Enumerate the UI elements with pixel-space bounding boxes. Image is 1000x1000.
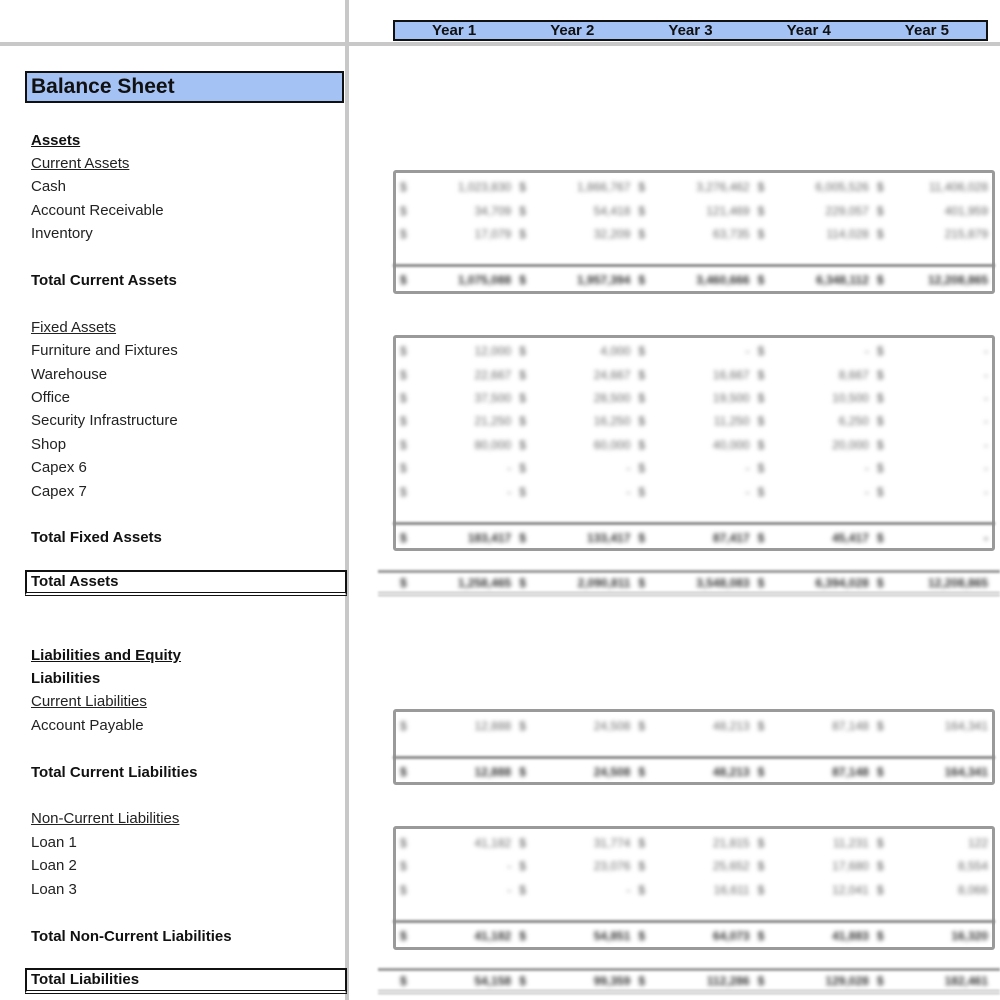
loan-1-label: Loan 1 bbox=[31, 834, 77, 851]
liabilities-equity-heading: Liabilities and Equity bbox=[31, 647, 182, 664]
currency-symbol: $ bbox=[519, 859, 526, 873]
currency-symbol: $ bbox=[400, 368, 407, 382]
currency-symbol: $ bbox=[757, 974, 765, 988]
cash-values-row bbox=[396, 179, 992, 195]
value-cell: 63,735 bbox=[712, 227, 750, 241]
value-cell: - bbox=[745, 461, 750, 475]
value-cell: 12,888 bbox=[474, 719, 512, 733]
currency-symbol: $ bbox=[400, 273, 407, 287]
value-cell: 19,500 bbox=[712, 391, 750, 405]
account-payable-values-row bbox=[396, 718, 992, 734]
total-non-current-liabilities-label: Total Non-Current Liabilities bbox=[31, 928, 232, 945]
inventory-values-row bbox=[396, 226, 992, 242]
value-cell: 3,460,666 bbox=[696, 273, 750, 287]
value-cell: 133,417 bbox=[587, 531, 631, 545]
currency-symbol: $ bbox=[400, 576, 407, 590]
loan-1-values-row bbox=[396, 835, 992, 851]
value-cell: 54,158 bbox=[474, 974, 512, 988]
value-cell: - bbox=[626, 461, 631, 475]
value-cell: 34,709 bbox=[474, 204, 512, 218]
total-current-liabilities-label: Total Current Liabilities bbox=[31, 764, 198, 781]
column-divider bbox=[345, 0, 349, 1000]
value-cell: 229,057 bbox=[825, 204, 869, 218]
inventory-label: Inventory bbox=[31, 225, 93, 242]
value-cell: 41,182 bbox=[474, 836, 512, 850]
value-cell: 21,815 bbox=[712, 836, 750, 850]
account-payable-label: Account Payable bbox=[31, 717, 144, 734]
value-cell: - bbox=[864, 485, 869, 499]
value-cell: 183,417 bbox=[467, 531, 512, 545]
security-infrastructure-label: Security Infrastructure bbox=[31, 412, 178, 429]
value-cell: 129,028 bbox=[825, 974, 869, 988]
value-cell: 8,667 bbox=[838, 368, 869, 382]
currency-symbol: $ bbox=[876, 344, 884, 358]
capex-6-label: Capex 6 bbox=[31, 459, 87, 476]
warehouse-values-row bbox=[396, 367, 992, 383]
value-cell: 24,508 bbox=[593, 719, 631, 733]
value-cell: - bbox=[626, 485, 631, 499]
currency-symbol: $ bbox=[876, 204, 884, 218]
value-cell: 21,250 bbox=[474, 414, 512, 428]
value-cell: 12,208,865 bbox=[927, 576, 989, 590]
value-cell: 16,611 bbox=[713, 883, 750, 897]
value-cell: 87,417 bbox=[712, 531, 750, 545]
total-liabilities-values-row bbox=[396, 973, 992, 989]
value-cell: 11,406,028 bbox=[928, 180, 989, 194]
value-cell: 11,250 bbox=[713, 414, 750, 428]
value-cell: 80,000 bbox=[474, 438, 512, 452]
liabilities-heading: Liabilities bbox=[31, 670, 101, 687]
currency-symbol: $ bbox=[876, 438, 884, 452]
value-cell: 6,250 bbox=[838, 414, 869, 428]
current-assets-total-rule bbox=[393, 264, 995, 267]
total-assets-values-row bbox=[396, 575, 992, 591]
currency-symbol: $ bbox=[400, 344, 407, 358]
currency-symbol: $ bbox=[757, 227, 765, 241]
value-cell: 164,341 bbox=[944, 719, 989, 733]
value-cell: - bbox=[745, 485, 750, 499]
value-cell: 11,231 bbox=[833, 836, 869, 850]
year-1-header: Year 1 bbox=[431, 22, 477, 39]
value-cell: 215,879 bbox=[944, 227, 989, 241]
value-cell: 1,258,465 bbox=[457, 576, 512, 590]
currency-symbol: $ bbox=[638, 438, 646, 452]
value-cell: - bbox=[984, 414, 989, 428]
value-cell: 1,866,767 bbox=[577, 180, 631, 194]
currency-symbol: $ bbox=[757, 576, 765, 590]
currency-symbol: $ bbox=[638, 204, 646, 218]
value-cell: 40,000 bbox=[712, 438, 750, 452]
currency-symbol: $ bbox=[638, 273, 646, 287]
currency-symbol: $ bbox=[757, 485, 765, 499]
year-5-header: Year 5 bbox=[904, 22, 950, 39]
value-cell: 16,250 bbox=[593, 414, 631, 428]
value-cell: - bbox=[984, 461, 989, 475]
capex-7-values-row bbox=[396, 484, 992, 500]
fixed-assets-total-rule bbox=[393, 522, 995, 525]
value-cell: 401,959 bbox=[944, 204, 989, 218]
currency-symbol: $ bbox=[876, 414, 884, 428]
currency-symbol: $ bbox=[519, 461, 526, 475]
currency-symbol: $ bbox=[519, 273, 526, 287]
currency-symbol: $ bbox=[638, 883, 646, 897]
currency-symbol: $ bbox=[400, 719, 407, 733]
header-row-divider bbox=[0, 42, 1000, 46]
value-cell: 114,028 bbox=[826, 227, 869, 241]
currency-symbol: $ bbox=[757, 765, 765, 779]
value-cell: 37,500 bbox=[474, 391, 512, 405]
currency-symbol: $ bbox=[519, 344, 526, 358]
currency-symbol: $ bbox=[638, 929, 646, 943]
value-cell: - bbox=[745, 344, 750, 358]
value-cell: 3,276,462 bbox=[696, 180, 750, 194]
value-cell: 22,667 bbox=[474, 368, 512, 382]
currency-symbol: $ bbox=[519, 576, 526, 590]
furniture-values-row bbox=[396, 343, 992, 359]
value-cell: 24,508 bbox=[593, 765, 631, 779]
currency-symbol: $ bbox=[519, 368, 526, 382]
currency-symbol: $ bbox=[876, 929, 884, 943]
total-non-current-liabilities-values-row bbox=[396, 928, 992, 944]
year-header-row bbox=[393, 20, 988, 41]
currency-symbol: $ bbox=[519, 974, 526, 988]
total-assets-label: Total Assets bbox=[25, 570, 347, 596]
office-values-row bbox=[396, 390, 992, 406]
currency-symbol: $ bbox=[400, 391, 407, 405]
currency-symbol: $ bbox=[400, 414, 407, 428]
value-cell: - bbox=[984, 485, 989, 499]
year-3-header: Year 3 bbox=[668, 22, 713, 39]
value-cell: 6,005,526 bbox=[815, 180, 869, 194]
value-cell: 16,667 bbox=[712, 368, 750, 382]
value-cell: 23,076 bbox=[593, 859, 631, 873]
office-label: Office bbox=[31, 389, 70, 406]
currency-symbol: $ bbox=[757, 438, 765, 452]
value-cell: 60,000 bbox=[593, 438, 631, 452]
furniture-label: Furniture and Fixtures bbox=[31, 342, 178, 359]
currency-symbol: $ bbox=[400, 438, 407, 452]
currency-symbol: $ bbox=[638, 391, 646, 405]
sheet-title: Balance Sheet bbox=[25, 71, 344, 103]
currency-symbol: $ bbox=[400, 485, 407, 499]
value-cell: 10,500 bbox=[832, 391, 869, 405]
loan-3-label: Loan 3 bbox=[31, 881, 77, 898]
current-assets-heading: Current Assets bbox=[31, 155, 130, 172]
currency-symbol: $ bbox=[757, 719, 765, 733]
currency-symbol: $ bbox=[757, 344, 765, 358]
value-cell: 20,000 bbox=[832, 438, 869, 452]
currency-symbol: $ bbox=[876, 180, 884, 194]
currency-symbol: $ bbox=[876, 765, 884, 779]
currency-symbol: $ bbox=[400, 227, 407, 241]
year-4-header: Year 4 bbox=[786, 22, 831, 39]
currency-symbol: $ bbox=[519, 180, 526, 194]
value-cell: - bbox=[984, 368, 989, 382]
value-cell: 16,320 bbox=[951, 929, 989, 943]
value-cell: - bbox=[507, 859, 512, 873]
value-cell: 12,888 bbox=[474, 765, 512, 779]
currency-symbol: $ bbox=[638, 719, 646, 733]
value-cell: 12,208,865 bbox=[927, 273, 989, 287]
currency-symbol: $ bbox=[638, 368, 646, 382]
value-cell: 41,182 bbox=[474, 929, 512, 943]
currency-symbol: $ bbox=[400, 180, 407, 194]
currency-symbol: $ bbox=[638, 576, 646, 590]
value-cell: 54,418 bbox=[593, 204, 631, 218]
currency-symbol: $ bbox=[876, 368, 884, 382]
value-cell: 2,090,811 bbox=[577, 576, 631, 590]
currency-symbol: $ bbox=[519, 883, 526, 897]
value-cell: - bbox=[864, 461, 869, 475]
shop-values-row bbox=[396, 437, 992, 453]
currency-symbol: $ bbox=[519, 414, 526, 428]
value-cell: 32,209 bbox=[593, 227, 631, 241]
value-cell: 4,000 bbox=[600, 344, 631, 358]
currency-symbol: $ bbox=[638, 531, 646, 545]
value-cell: 87,148 bbox=[832, 765, 869, 779]
currency-symbol: $ bbox=[400, 836, 407, 850]
currency-symbol: $ bbox=[757, 204, 765, 218]
value-cell: 31,774 bbox=[593, 836, 631, 850]
value-cell: 48,213 bbox=[712, 719, 750, 733]
shop-label: Shop bbox=[31, 436, 67, 453]
value-cell: 12,000 bbox=[474, 344, 512, 358]
current-liabilities-heading: Current Liabilities bbox=[31, 693, 147, 710]
currency-symbol: $ bbox=[400, 765, 407, 779]
value-cell: - bbox=[626, 883, 631, 897]
currency-symbol: $ bbox=[519, 531, 526, 545]
currency-symbol: $ bbox=[876, 485, 884, 499]
non-current-liabilities-total-rule bbox=[393, 920, 995, 923]
currency-symbol: $ bbox=[876, 859, 884, 873]
currency-symbol: $ bbox=[876, 227, 884, 241]
value-cell: 28,500 bbox=[593, 391, 631, 405]
currency-symbol: $ bbox=[757, 859, 765, 873]
currency-symbol: $ bbox=[876, 883, 884, 897]
current-liabilities-total-rule bbox=[393, 756, 995, 759]
loan-2-label: Loan 2 bbox=[31, 857, 77, 874]
currency-symbol: $ bbox=[876, 719, 884, 733]
currency-symbol: $ bbox=[757, 836, 765, 850]
currency-symbol: $ bbox=[638, 344, 646, 358]
currency-symbol: $ bbox=[400, 531, 407, 545]
value-cell: 112,286 bbox=[706, 974, 750, 988]
currency-symbol: $ bbox=[638, 180, 646, 194]
currency-symbol: $ bbox=[876, 391, 884, 405]
currency-symbol: $ bbox=[400, 204, 407, 218]
assets-heading: Assets bbox=[31, 132, 81, 149]
value-cell: - bbox=[984, 531, 989, 545]
fixed-assets-heading: Fixed Assets bbox=[31, 319, 117, 336]
value-cell: 12,041 bbox=[832, 883, 869, 897]
security-values-row bbox=[396, 413, 992, 429]
currency-symbol: $ bbox=[400, 929, 407, 943]
currency-symbol: $ bbox=[757, 461, 765, 475]
currency-symbol: $ bbox=[519, 765, 526, 779]
value-cell: 121,469 bbox=[706, 204, 750, 218]
total-current-liabilities-values-row bbox=[396, 764, 992, 780]
value-cell: 24,667 bbox=[593, 368, 631, 382]
currency-symbol: $ bbox=[519, 391, 526, 405]
value-cell: 182,461 bbox=[944, 974, 989, 988]
currency-symbol: $ bbox=[876, 461, 884, 475]
currency-symbol: $ bbox=[757, 180, 765, 194]
currency-symbol: $ bbox=[757, 929, 765, 943]
account-receivable-values-row bbox=[396, 203, 992, 219]
total-liabilities-label: Total Liabilities bbox=[25, 968, 347, 994]
value-cell: - bbox=[507, 883, 512, 897]
value-cell: 8,554 bbox=[957, 859, 989, 873]
currency-symbol: $ bbox=[638, 765, 646, 779]
loan-3-values-row bbox=[396, 882, 992, 898]
value-cell: 6,394,028 bbox=[815, 576, 869, 590]
currency-symbol: $ bbox=[519, 485, 526, 499]
currency-symbol: $ bbox=[638, 859, 646, 873]
year-2-header: Year 2 bbox=[550, 22, 595, 39]
currency-symbol: $ bbox=[757, 368, 765, 382]
warehouse-label: Warehouse bbox=[31, 366, 108, 383]
value-cell: 17,079 bbox=[474, 227, 512, 241]
value-cell: - bbox=[507, 461, 512, 475]
value-cell: - bbox=[984, 438, 989, 452]
value-cell: 45,417 bbox=[832, 531, 869, 545]
currency-symbol: $ bbox=[400, 883, 407, 897]
total-fixed-assets-label: Total Fixed Assets bbox=[31, 529, 162, 546]
currency-symbol: $ bbox=[876, 974, 884, 988]
currency-symbol: $ bbox=[757, 391, 765, 405]
currency-symbol: $ bbox=[757, 273, 765, 287]
cash-label: Cash bbox=[31, 178, 67, 195]
value-cell: 64,073 bbox=[712, 929, 750, 943]
value-cell: - bbox=[984, 391, 989, 405]
value-cell: 87,148 bbox=[832, 719, 869, 733]
currency-symbol: $ bbox=[757, 531, 765, 545]
value-cell: - bbox=[507, 485, 512, 499]
currency-symbol: $ bbox=[757, 414, 765, 428]
total-current-assets-values-row bbox=[396, 272, 992, 288]
value-cell: 17,680 bbox=[832, 859, 869, 873]
currency-symbol: $ bbox=[400, 859, 407, 873]
currency-symbol: $ bbox=[519, 719, 526, 733]
currency-symbol: $ bbox=[519, 204, 526, 218]
value-cell: 1,957,394 bbox=[577, 273, 631, 287]
currency-symbol: $ bbox=[519, 227, 526, 241]
value-cell: 25,652 bbox=[712, 859, 750, 873]
loan-2-values-row bbox=[396, 858, 992, 874]
currency-symbol: $ bbox=[638, 461, 646, 475]
currency-symbol: $ bbox=[638, 414, 646, 428]
account-receivable-label: Account Receivable bbox=[31, 202, 164, 219]
value-cell: 1,075,088 bbox=[457, 273, 512, 287]
currency-symbol: $ bbox=[519, 929, 526, 943]
value-cell: 164,341 bbox=[944, 765, 989, 779]
value-cell: 48,213 bbox=[712, 765, 750, 779]
total-current-assets-label: Total Current Assets bbox=[31, 272, 177, 289]
currency-symbol: $ bbox=[400, 974, 407, 988]
value-cell: 6,348,112 bbox=[816, 273, 869, 287]
currency-symbol: $ bbox=[400, 461, 407, 475]
value-cell: 122 bbox=[967, 836, 989, 850]
value-cell: - bbox=[864, 344, 869, 358]
value-cell: - bbox=[984, 344, 989, 358]
non-current-liabilities-heading: Non-Current Liabilities bbox=[31, 810, 180, 827]
value-cell: 1,023,830 bbox=[457, 180, 512, 194]
total-fixed-assets-values-row bbox=[396, 530, 992, 546]
value-cell: 8,066 bbox=[957, 883, 989, 897]
currency-symbol: $ bbox=[638, 836, 646, 850]
currency-symbol: $ bbox=[876, 531, 884, 545]
currency-symbol: $ bbox=[638, 485, 646, 499]
value-cell: 54,851 bbox=[593, 929, 631, 943]
currency-symbol: $ bbox=[757, 883, 765, 897]
currency-symbol: $ bbox=[876, 273, 884, 287]
capex-6-values-row bbox=[396, 460, 992, 476]
capex-7-label: Capex 7 bbox=[31, 483, 87, 500]
currency-symbol: $ bbox=[876, 836, 884, 850]
currency-symbol: $ bbox=[638, 974, 646, 988]
value-cell: 99,359 bbox=[593, 974, 631, 988]
currency-symbol: $ bbox=[519, 438, 526, 452]
currency-symbol: $ bbox=[876, 576, 884, 590]
currency-symbol: $ bbox=[638, 227, 646, 241]
value-cell: 41,883 bbox=[832, 929, 869, 943]
value-cell: 3,548,083 bbox=[696, 576, 750, 590]
currency-symbol: $ bbox=[519, 836, 526, 850]
